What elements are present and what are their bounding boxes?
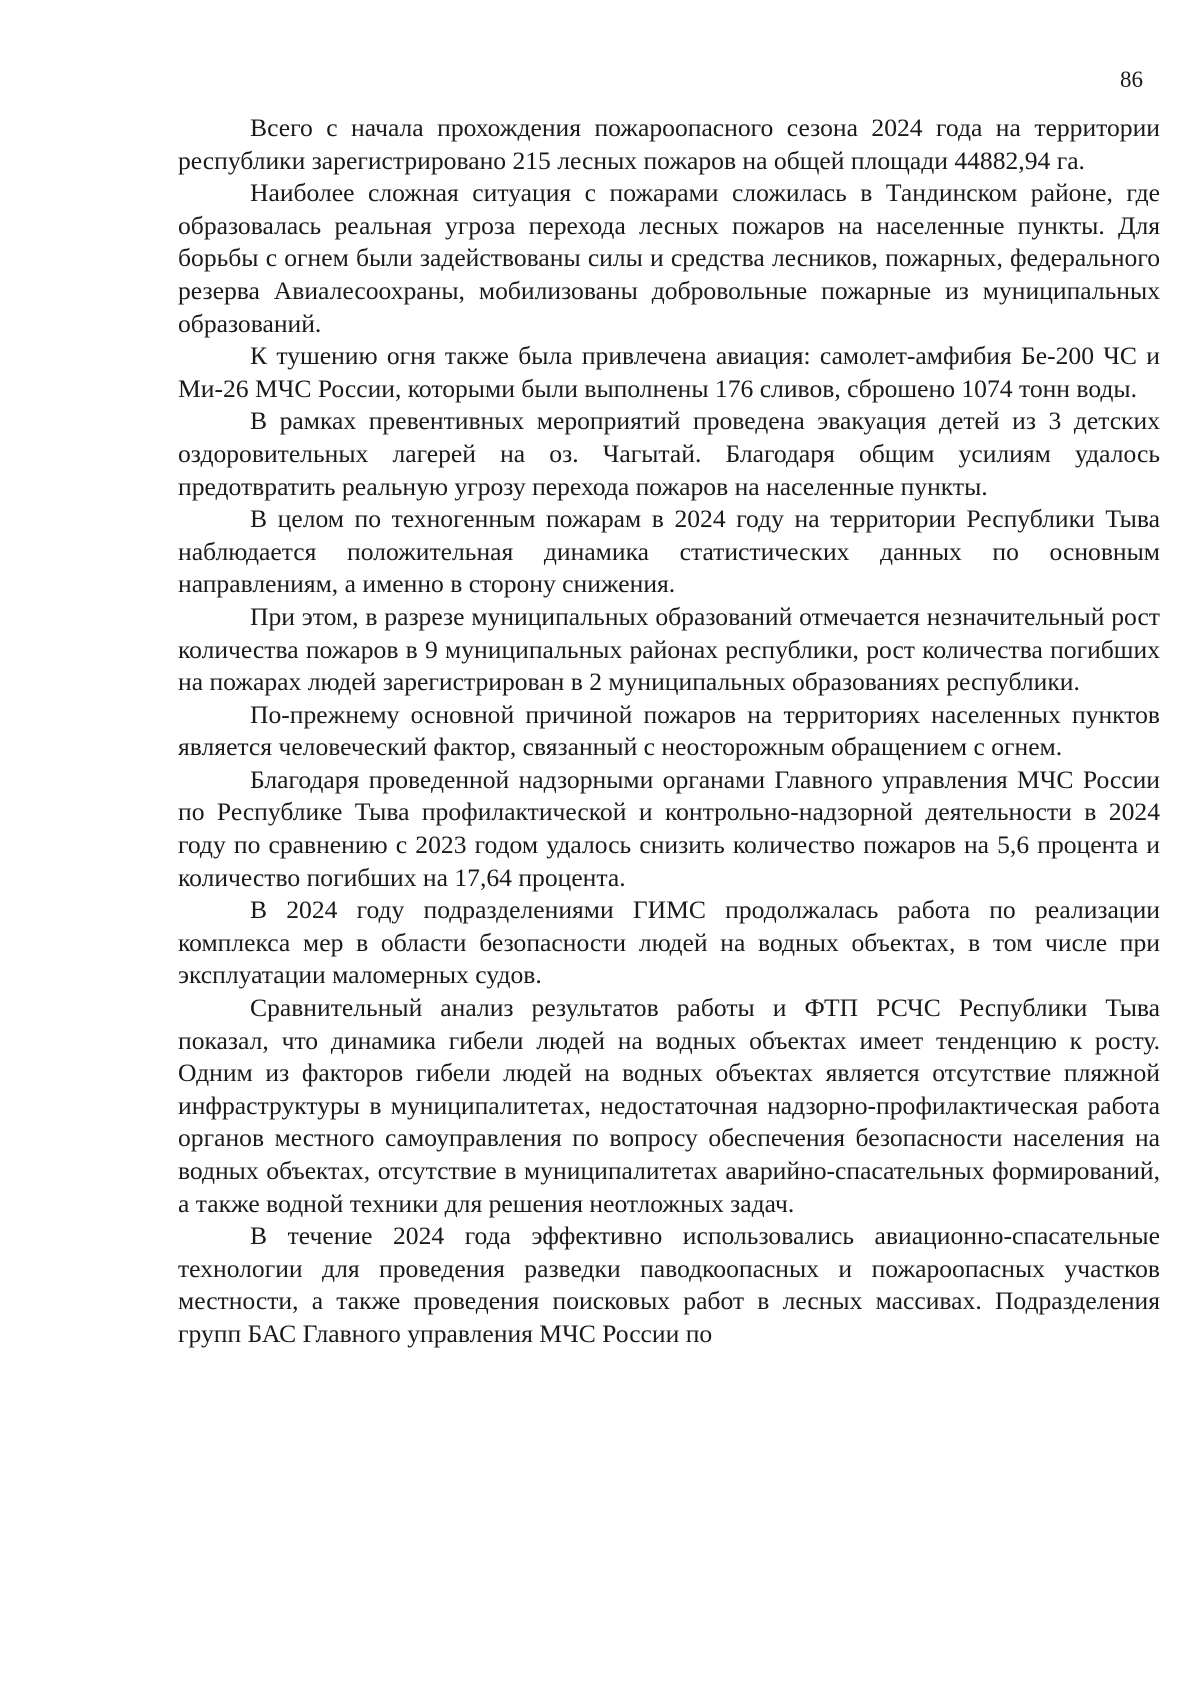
paragraph: При этом, в разрезе муниципальных образований отмечается незначительный рост количества пожаров в 9 муниципальных районах республики, рост количества погибших на пожарах людей зарегистрирован в 2 муниципальных образованиях республики. — [178, 601, 1160, 697]
paragraph: В рамках превентивных мероприятий проведена эвакуация детей из 3 детских оздоровительных лагерей на оз. Чагытай. Благодаря общим усилиям удалось предотвратить реальную угрозу перехода пожаров на населенные пункты. — [178, 406, 1160, 501]
paragraph: В 2024 году подразделениями ГИМС продолжалась работа по реализации комплекса мер в области безопасности людей на водных объектах, в том числе при эксплуатации маломерных судов. — [178, 895, 1160, 990]
page-number: 86 — [1120, 67, 1143, 92]
paragraph: Сравнительный анализ результатов работы и ФТП РСЧС Республики Тыва показал, что динамика гибели людей на водных объектах имеет тенденцию к росту. Одним из факторов гибели людей на водных объектах является отсутствие пляжной инфраструктуры в муниципалитетах, недостаточная надзорно-профилактическая работа органов местного самоуправления по вопросу обеспечения безопасности населения на водных объектах, отсутствие в муниципалитетах аварийно-спасательных формирований, а также водной техники для решения неотложных задач. — [178, 993, 1160, 1218]
paragraph: По-прежнему основной причиной пожаров на территориях населенных пунктов является человеческий фактор, связанный с неосторожным обращением с огнем. — [178, 699, 1160, 762]
paragraph: Всего с начала прохождения пожароопасного сезона 2024 года на территории республики зарегистрировано 215 лесных пожаров на общей площади 44882,94 га. — [178, 113, 1160, 175]
paragraph: Благодаря проведенной надзорными органами Главного управления МЧС России по Республике Тыва профилактической и контрольно-надзорной деятельности в 2024 году по сравнению с 2023 годом удалось снизить количество пожаров на 5,6 процента и количество погибших на 17,64 процента. — [178, 764, 1160, 892]
paragraph: В течение 2024 года эффективно использовались авиационно-спасательные технологии для проведения разведки паводкоопасных и пожароопасных участков местности, а также проведения поисковых работ в лесных массивах. Подразделения групп БАС Главного управления МЧС России по — [178, 1221, 1160, 1348]
paragraph: К тушению огня также была привлечена авиация: самолет-амфибия Бе-200 ЧС и Ми-26 МЧС России, которыми были выполнены 176 сливов, сброшено 1074 тонн воды. — [178, 341, 1160, 403]
body-text — [178, 112, 1160, 1351]
paragraph: В целом по техногенным пожарам в 2024 году на территории Республики Тыва наблюдается положительная динамика статистических данных по основным направлениям, а именно в сторону снижения. — [178, 504, 1160, 599]
paragraph: Наиболее сложная ситуация с пожарами сложилась в Тандинском районе, где образовалась реальная угроза перехода лесных пожаров на населенные пункты. Для борьбы с огнем были задействованы силы и средства лесников, пожарных, федерального резерва Авиалесоохраны, мобилизованы добровольные пожарные из муниципальных образований. — [178, 178, 1160, 338]
